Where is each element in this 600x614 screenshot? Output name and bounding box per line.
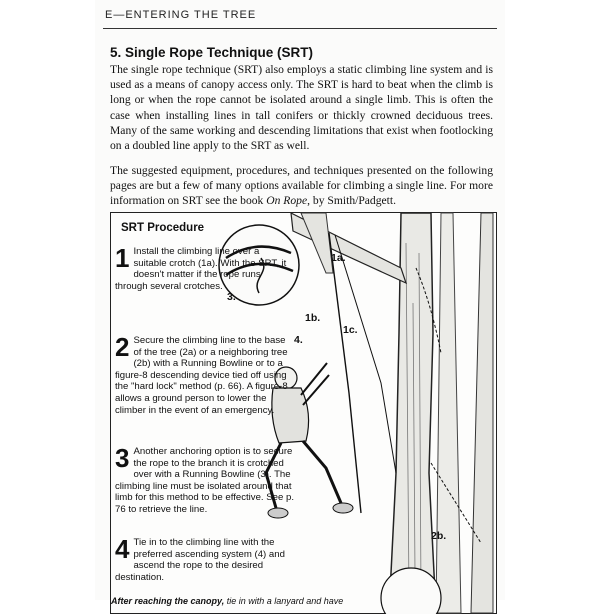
final-note — [111, 596, 511, 606]
step-number: 2 — [115, 332, 130, 362]
step-text: Install the climbing line over a suitable crotch (1a). With the SRT, it doesn't matter if the rope runs through several crotches. — [115, 246, 287, 292]
step-text: Another anchoring option is to secure the rope to the branch it is crotched over with a Running Bowline (3). The climbing line must be isolated around that limb for this method to be effective. See p. 76 to retrieve the line. — [115, 446, 295, 515]
paragraph-options — [110, 163, 493, 209]
running-header: E—ENTERING THE TREE — [105, 9, 257, 21]
step-4 — [115, 534, 295, 583]
step-3 — [115, 443, 295, 516]
label-2b: 2b. — [431, 530, 447, 542]
step-number: 1 — [115, 243, 130, 273]
label-4: 4. — [294, 334, 303, 346]
srt-procedure-box — [110, 212, 497, 614]
step-number: 4 — [115, 534, 130, 564]
book-title: On Rope — [266, 194, 308, 208]
step-2 — [115, 332, 295, 416]
label-1b: 1b. — [305, 312, 321, 324]
header-rule — [103, 28, 497, 29]
book-page — [95, 0, 505, 606]
label-1c: 1c. — [343, 324, 358, 336]
paragraph-options-end: , by Smith/Padgett. — [307, 194, 397, 208]
step-text: Secure the climbing line to the base of the tree (2a) or a neighboring tree (2b) with a Running Bowline or to a figure-8 descending device tied off using the "hard lock" method (p. 66). A figure-8 allows a ground person to lower the climber in the event of an emergency. — [115, 335, 288, 416]
section-title: 5. Single Rope Technique (SRT) — [110, 45, 314, 60]
final-note-rest: tie in with a lanyard and have — [224, 596, 344, 606]
paragraph-intro: The single rope technique (SRT) also employs a static climbing line system and is used as a means of canopy access only. The SRT is hard to beat when the climb is long or when the rope cannot be isolated around a single limb. This is often the case when installing lines in tall conifers or thickly crowned deciduous trees. Many of the same working and descending limitations that exist when footlocking on a doubled line apply to the SRT as well. — [110, 63, 493, 153]
step-1 — [115, 243, 295, 292]
label-1a: 1a. — [331, 252, 346, 264]
step-text: Tie in to the climbing line with the preferred ascending system (4) and ascend the rope to the desired destination. — [115, 537, 285, 583]
final-note-bold: After reaching the canopy, — [111, 596, 225, 606]
step-number: 3 — [115, 443, 130, 473]
label-3: 3. — [227, 291, 236, 303]
srt-box-title: SRT Procedure — [121, 222, 205, 234]
paragraph-options-text: The suggested equipment, procedures, and techniques presented on the following pages are but a few of many options available for climbing a single line. For more information on SRT see the book — [110, 164, 493, 208]
